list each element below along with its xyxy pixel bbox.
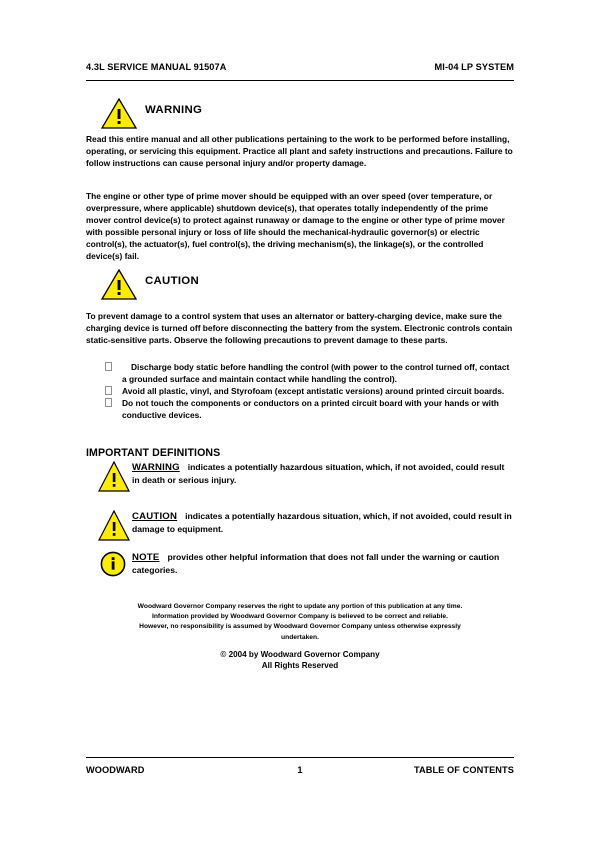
warning-paragraph-1: Read this entire manual and all other publications pertaining to the work to be performed before installing, operating, or servicing this equipment. Practice all plant and safety instructions and precautions. Failure to follow instructions can cause personal injury and/or property damage. <box>86 134 513 169</box>
header-manual-title: 4.3L SERVICE MANUAL 91507A <box>86 62 227 72</box>
definition-note-body: provides other helpful information that does not fall under the warning or caution categories. <box>132 552 500 576</box>
footer-section: TABLE OF CONTENTS <box>413 765 514 775</box>
caution-precautions-list <box>105 361 511 421</box>
definition-caution-text <box>132 510 514 535</box>
copyright-line-1: © 2004 by Woodward Governor Company <box>220 650 380 659</box>
list-item <box>105 397 511 421</box>
legal-line-4: undertaken. <box>281 633 319 641</box>
list-item-text: Discharge body static before handling the control (with power to the control turned off, contact a grounded surface and maintain contact while handling the control). <box>122 362 510 385</box>
definition-warning <box>86 461 514 507</box>
caution-banner <box>101 269 401 303</box>
bullet-box-icon <box>105 361 122 373</box>
caution-triangle-icon-small <box>98 510 130 546</box>
caution-triangle-icon <box>101 269 137 300</box>
bullet-box-icon <box>105 385 122 397</box>
copyright-notice <box>100 649 500 672</box>
definition-note-text <box>132 551 514 576</box>
header-rule <box>86 80 514 81</box>
bullet-box-icon <box>105 397 122 409</box>
definition-caution <box>86 510 514 556</box>
caution-paragraph: To prevent damage to a control system that uses an alternator or battery-charging device, make sure the charging device is turned off before disconnecting the battery from the system. Electronic controls contain static-sensitive parts. Observe the following precautions to prevent damage to these parts. <box>86 311 513 346</box>
legal-line-3: However, no responsibility is assumed by Woodward Governor Company unless otherwise expressly <box>139 623 461 631</box>
list-item-text: Avoid all plastic, vinyl, and Styrofoam (except antistatic versions) around printed circuit boards. <box>122 386 505 397</box>
running-header <box>86 62 514 72</box>
footer-page-number: 1 <box>297 765 303 775</box>
list-item <box>105 361 511 385</box>
header-system-name: MI-04 LP SYSTEM <box>434 62 514 72</box>
footer-rule <box>86 757 514 758</box>
note-info-circle-icon <box>100 551 126 582</box>
page-title: IMPORTANT DEFINITIONS <box>86 447 221 459</box>
definition-warning-body: indicates a potentially hazardous situation, which, if not avoided, could result in death or serious injury. <box>132 462 505 486</box>
definition-note <box>86 551 514 591</box>
warning-banner <box>101 98 401 132</box>
legal-notice <box>100 602 500 643</box>
warning-banner-label: WARNING <box>145 104 203 116</box>
definition-caution-keyword: CAUTION <box>132 511 178 522</box>
caution-banner-label: CAUTION <box>145 275 199 287</box>
warning-paragraph-2: The engine or other type of prime mover should be equipped with an over speed (over temperature, or overpressure, where applicable) shutdown device(s), that operates totally independently of the prime mover control device(s) to protect against runaway or damage to the engine or other type of prime mover with possible personal injury or loss of life should the mechanical-hydraulic governor(s) or electric control(s), the actuator(s), fuel control(s), the driving mechanism(s), the linkage(s), or the controlled device(s) fail. <box>86 191 505 262</box>
list-item-text: Do not touch the components or conductors on a printed circuit board with your hands or with conductive devices. <box>122 398 499 421</box>
warning-triangle-icon <box>101 98 137 129</box>
definition-note-keyword: NOTE <box>132 552 160 563</box>
legal-line-1: Woodward Governor Company reserves the right to update any portion of this publication at any time. <box>137 603 463 610</box>
definition-caution-body: indicates a potentially hazardous situation, which, if not avoided, could result in damage to equipment. <box>132 511 512 535</box>
legal-line-2: Information provided by Woodward Governor Company is believed to be correct and reliable. <box>151 613 449 621</box>
warning-triangle-icon-small <box>98 461 130 497</box>
copyright-line-2: All Rights Reserved <box>261 661 339 671</box>
definition-warning-text <box>132 461 514 486</box>
footer-company: WOODWARD <box>86 765 145 775</box>
definition-warning-keyword: WARNING <box>132 462 180 473</box>
list-item <box>105 385 511 397</box>
